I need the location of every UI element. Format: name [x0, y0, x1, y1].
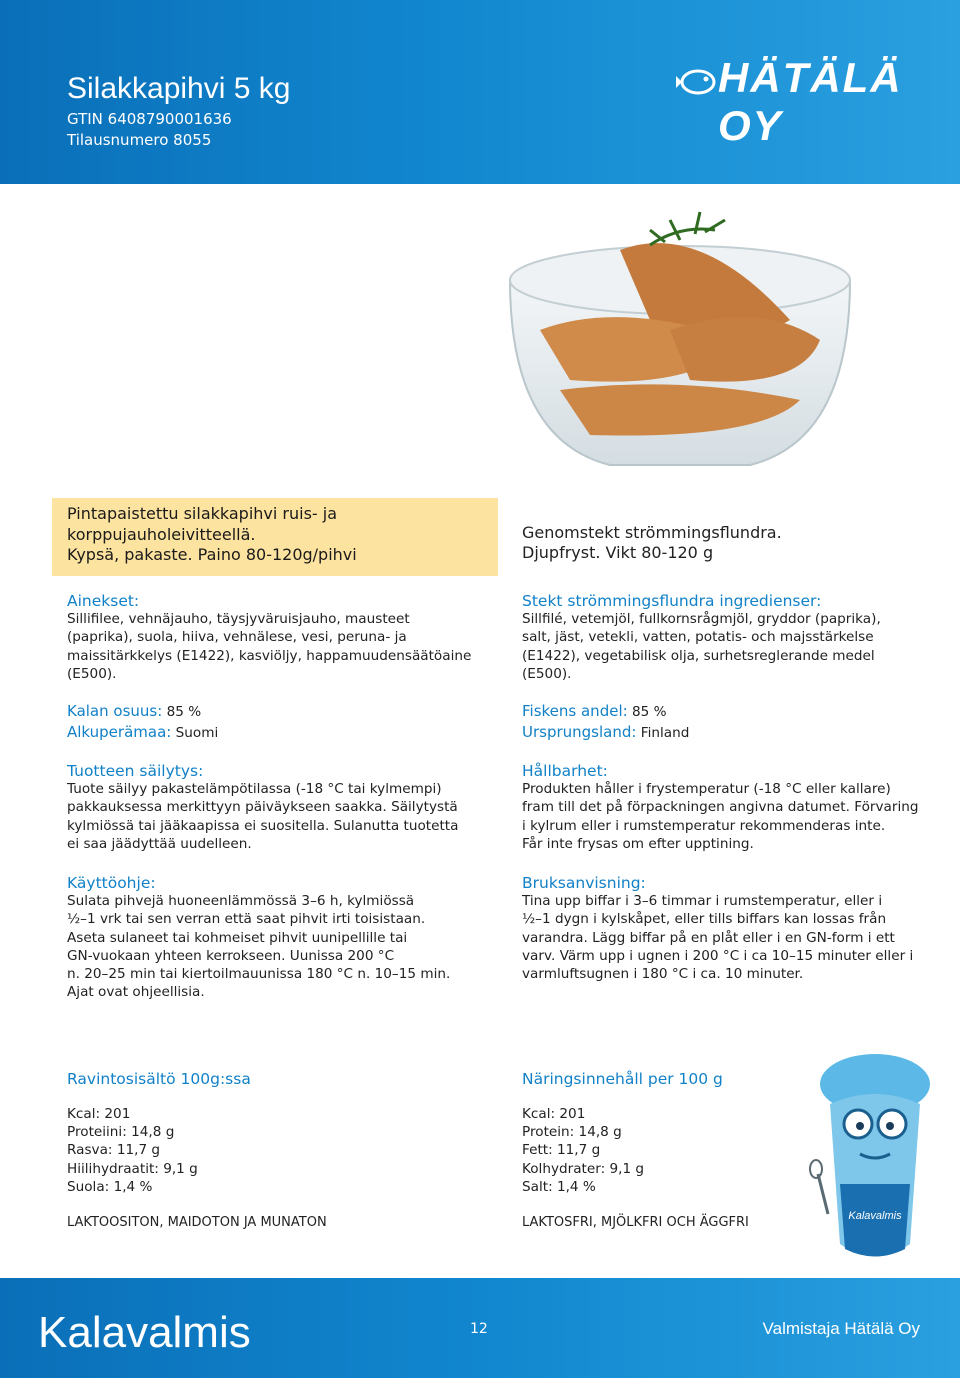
ingredients-section-fi [67, 592, 471, 683]
intro-sv [522, 523, 782, 563]
fish-share-sv [522, 702, 667, 721]
text-line: Sillifilee, vehnäjauho, täysjyväruisjauho, mausteet [67, 611, 410, 628]
section-heading: Hållbarhet: [522, 762, 608, 780]
nutrition-item: Kolhydrater: 9,1 g [522, 1160, 645, 1177]
usage-section-sv [522, 874, 913, 983]
nutrition-item: Suola: 1,4 % [67, 1178, 153, 1195]
storage-section-sv [522, 762, 918, 853]
section-heading: Tuotteen säilytys: [67, 762, 204, 780]
mascot-apron-text: Kalavalmis [848, 1210, 902, 1222]
text-line: ½–1 dygn i kylskåpet, eller tills biffars kan lossas från [522, 911, 887, 928]
nutrition-item: Fett: 11,7 g [522, 1142, 601, 1159]
value: 85 % [627, 704, 667, 720]
allergen-note: LAKTOSFRI, MJÖLKFRI OCH ÄGGFRI [522, 1215, 749, 1230]
order-number: Tilausnumero 8055 [67, 131, 212, 149]
text-line: ½–1 vrk tai sen verran että saat pihvit irti toisistaan. [67, 911, 426, 928]
text-line: i kylrum eller i rumstemperatur rekommenderas inte. [522, 817, 886, 834]
nutrition-item: Protein: 14,8 g [522, 1124, 622, 1141]
nutrition-item: Salt: 1,4 % [522, 1178, 596, 1195]
ingredients-section-sv [522, 592, 881, 683]
brand-name: Kalavalmis [38, 1308, 251, 1357]
text-line: varmluftsugnen i 180 °C i ca. 10 minuter. [522, 966, 804, 983]
section-heading: Stekt strömmingsflundra ingredienser: [522, 592, 822, 610]
value: Finland [636, 725, 690, 741]
text-line: GN-vuokaan yhteen kerrokseen. Uunissa 200 °C [67, 947, 395, 964]
header-banner [0, 0, 960, 184]
text-line: Sulata pihvejä huoneenlämmössä 3–6 h, kylmiössä [67, 893, 415, 910]
text-line: kylmiössä tai jääkaapissa ei suositella. Sulanutta tuotetta [67, 817, 459, 834]
text-line: Tina upp biffar i 3–6 timmar i rumstemperatur, eller i [522, 893, 883, 910]
nutrition-item: Hiilihydraatit: 9,1 g [67, 1160, 198, 1177]
text-line: ei saa jäädyttää uudelleen. [67, 835, 252, 852]
text-line: (E500). [522, 665, 572, 682]
text-line: Sillfilé, vetemjöl, fullkornsrågmjöl, gryddor (paprika), [522, 611, 881, 628]
section-heading: Bruksanvisning: [522, 874, 646, 892]
origin-fi [67, 723, 218, 742]
text-line: maissitärkkelys (E1422), kasviöljy, happamuudensäätöaine [67, 647, 472, 664]
dill-garnish [650, 212, 725, 245]
product-photo [500, 190, 860, 490]
fish-share-fi [67, 702, 201, 721]
text-line: varandra. Lägg biffar på en plåt eller i en GN-form i ett [522, 929, 895, 946]
section-heading: Käyttöohje: [67, 874, 156, 892]
allergen-note: LAKTOOSITON, MAIDOTON JA MUNATON [67, 1215, 327, 1230]
text-line: Produkten håller i frystemperatur (-18 °C eller kallare) [522, 781, 891, 798]
text-line: Aseta sulaneet tai kohmeiset pihvit uunipellille tai [67, 929, 408, 946]
nutrition-list [522, 1105, 644, 1196]
storage-section-fi [67, 762, 458, 853]
section-heading: Ainekset: [67, 592, 140, 610]
text-line: salt, jäst, vetekli, vatten, potatis- och majsstärkelse [522, 629, 874, 646]
manufacturer: Valmistaja Hätälä Oy [762, 1319, 920, 1338]
nutrition-heading: Ravintosisältö 100g:ssa [67, 1070, 251, 1088]
nutrition-item: Kcal: 201 [67, 1106, 131, 1122]
footer-banner [0, 1278, 960, 1378]
gtin-code: GTIN 6408790001636 [67, 110, 232, 128]
nutrition-heading: Näringsinnehåll per 100 g [522, 1070, 723, 1088]
text-line: fram till det på förpackningen angivna datumet. Förvaring [522, 799, 919, 816]
value: 85 % [162, 704, 202, 720]
text-line: varv. Värm upp i ugnen i 200 °C i ca 10–15 minuter eller i [522, 947, 914, 964]
label: Fiskens andel: [522, 702, 628, 720]
text-line: Ajat ovat ohjeellisia. [67, 984, 205, 1001]
text-line: Får inte frysas om efter upptining. [522, 835, 754, 852]
value: Suomi [171, 725, 219, 741]
fish-logo-icon [676, 62, 720, 102]
text-line: (E1422), vegetabilisk olja, surhetsreglerande medel [522, 647, 875, 664]
intro-line: Djupfryst. Vikt 80-120 g [522, 543, 714, 562]
intro-line: Pintapaistettu silakkapihvi ruis- ja [67, 504, 338, 523]
logo-text: HÄTÄLÄ OY [718, 54, 903, 149]
hatala-logo [676, 44, 912, 149]
text-line: n. 20–25 min tai kiertoilmauunissa 180 °C n. 10–15 min. [67, 966, 451, 983]
text-line: Tuote säilyy pakastelämpötilassa (-18 °C tai kylmempi) [67, 781, 442, 798]
label: Ursprungsland: [522, 723, 637, 741]
intro-line: Kypsä, pakaste. Paino 80-120g/pihvi [67, 545, 357, 564]
page-number: 12 [470, 1321, 488, 1337]
label: Kalan osuus: [67, 702, 163, 720]
fish-chef-mascot [800, 1044, 950, 1274]
nutrition-item: Proteiini: 14,8 g [67, 1124, 175, 1141]
nutrition-item: Rasva: 11,7 g [67, 1142, 161, 1159]
nutrition-list [67, 1105, 198, 1196]
intro-line: Genomstekt strömmingsflundra. [522, 523, 782, 542]
text-line: pakkauksessa merkittyyn päiväykseen saakka. Säilytystä [67, 799, 458, 816]
text-line: (E500). [67, 665, 117, 682]
usage-section-fi [67, 874, 450, 1001]
intro-line: korppujauholeivitteellä. [67, 525, 256, 544]
text-line: (paprika), suola, hiiva, vehnälese, vesi, peruna- ja [67, 629, 407, 646]
intro-box-fi [52, 498, 498, 576]
origin-sv [522, 723, 689, 742]
label: Alkuperämaa: [67, 723, 172, 741]
product-title: Silakkapihvi 5 kg [67, 72, 291, 105]
nutrition-item: Kcal: 201 [522, 1106, 586, 1122]
